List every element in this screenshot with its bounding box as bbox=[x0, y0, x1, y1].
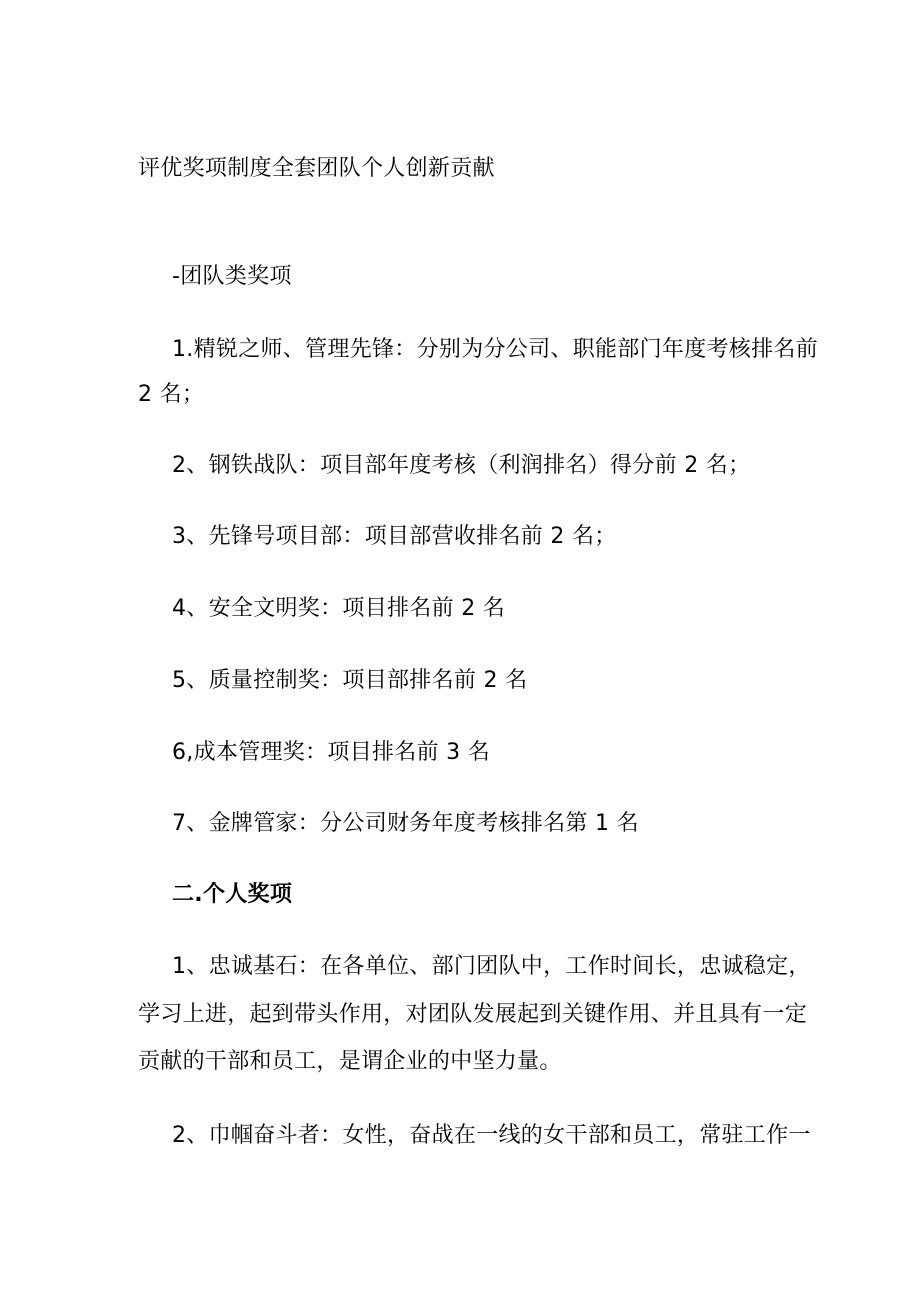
team-award-item-7: 7、金牌管家：分公司财务年度考核排名第 1 名 bbox=[172, 811, 639, 836]
personal-awards-heading: 二.个人奖项 bbox=[172, 882, 293, 907]
team-award-item-1: 1.精锐之师、管理先锋：分别为分公司、职能部门年度考核排名前 bbox=[172, 337, 818, 362]
personal-award-paragraph-1-line-1: 1、忠诚基石：在各单位、部门团队中，工作时间长，忠诚稳定， bbox=[172, 954, 811, 979]
team-awards-heading: -团队类奖项 bbox=[172, 264, 292, 289]
team-award-item-3: 3、先锋号项目部：项目部营收排名前 2 名； bbox=[172, 524, 617, 549]
team-award-item-4: 4、安全文明奖：项目排名前 2 名 bbox=[172, 596, 506, 621]
team-award-item-1-continued: 2 名； bbox=[138, 382, 205, 407]
document-title: 评优奖项制度全套团队个人创新贡献 bbox=[138, 156, 495, 181]
team-award-item-2: 2、钢铁战队：项目部年度考核（利润排名）得分前 2 名； bbox=[172, 453, 751, 478]
personal-award-paragraph-1-line-3: 贡献的干部和员工，是谓企业的中坚力量。 bbox=[138, 1049, 562, 1074]
team-award-item-5: 5、质量控制奖：项目部排名前 2 名 bbox=[172, 668, 528, 693]
personal-award-paragraph-2-line-1: 2、巾帼奋斗者：女性，奋战在一线的女干部和员工，常驻工作一 bbox=[172, 1123, 811, 1148]
team-award-item-6: 6,成本管理奖：项目排名前 3 名 bbox=[172, 740, 491, 765]
personal-award-paragraph-1-line-2: 学习上进，起到带头作用，对团队发展起到关键作用、并且具有一定 bbox=[138, 1002, 808, 1027]
